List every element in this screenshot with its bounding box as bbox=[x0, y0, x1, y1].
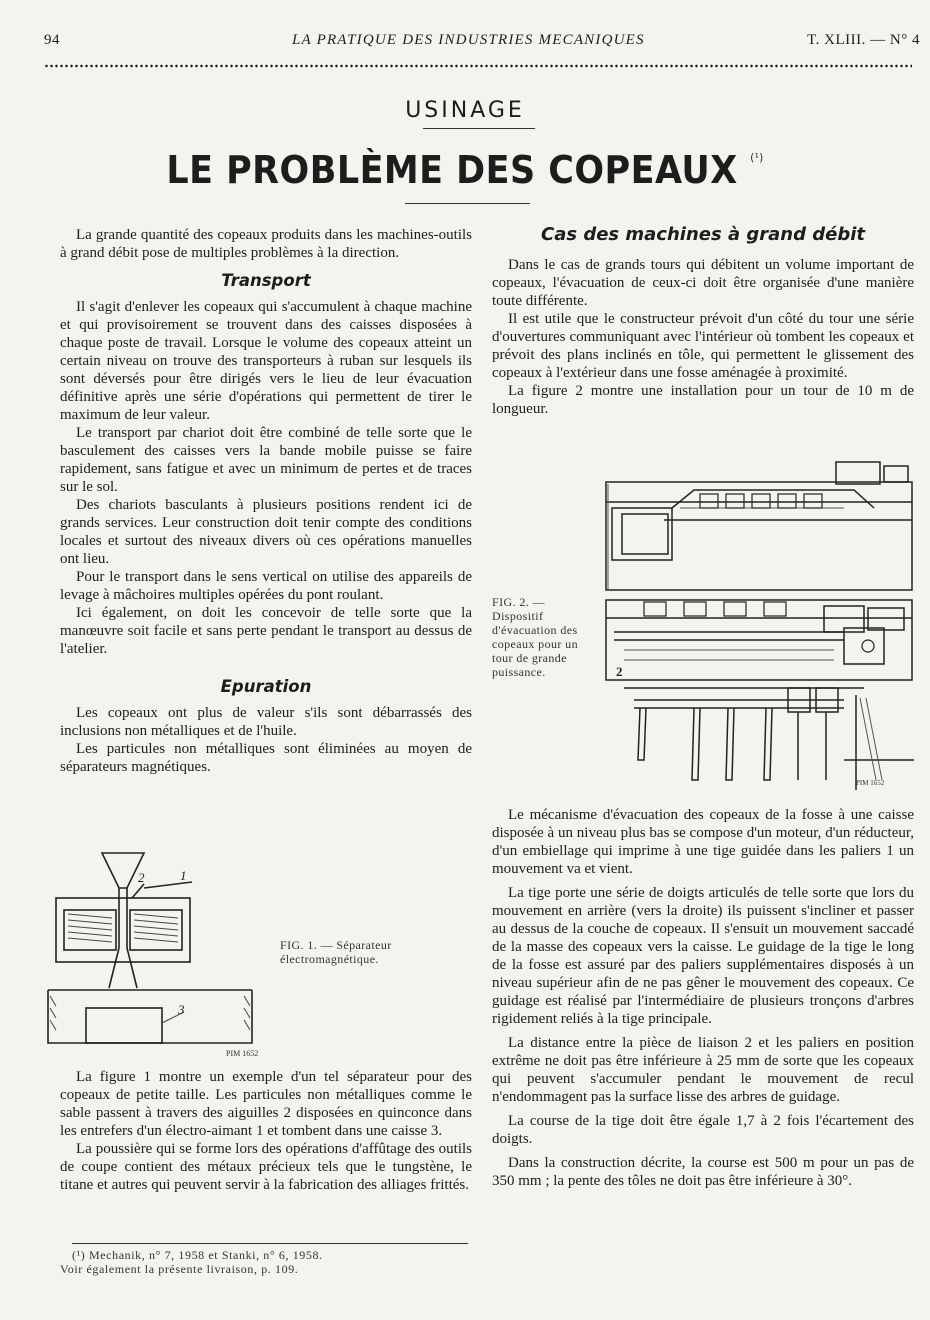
section-underline bbox=[423, 128, 535, 129]
right-column-bottom bbox=[492, 806, 914, 1190]
figure-1-caption: FIG. 1. — Séparateur électromagnétique. bbox=[280, 938, 392, 966]
fig2-label: 2 bbox=[616, 664, 623, 679]
intro-paragraph: La grande quantité des copeaux produits dans les machines-outils à grand débit pose de multiples problèmes à la direction. bbox=[60, 227, 472, 261]
left-column-bottom bbox=[60, 1068, 472, 1194]
page-number: 94 bbox=[44, 32, 60, 48]
epuration-heading: Epuration bbox=[220, 677, 312, 696]
fig1-label: 2 bbox=[138, 870, 145, 885]
epuration-paragraph: Les particules non métalliques sont éliminées au moyen de séparateurs magnétiques. bbox=[60, 741, 472, 775]
transport-paragraph: Pour le transport dans le sens vertical on utilise des appareils de levage à mâchoires multiples opérées du pont roulant. bbox=[60, 569, 472, 603]
footnote-line: (¹) Mechanik, n° 7, 1958 et Stanki, n° 6, 1958. bbox=[72, 1248, 323, 1262]
article-title bbox=[37, 148, 893, 192]
right-paragraph: Il est utile que le constructeur prévoit d'un côté du tour une série d'ouvertures communiquant avec l'intérieur où tombent les copeaux et prévoit des plans inclinés en tôle, qui permettent le glissement des copeaux à l'extérieur dans une fosse aménagée à proximité. bbox=[492, 311, 914, 381]
section-label: USINAGE bbox=[405, 98, 525, 123]
transport-paragraph: Des chariots basculants à plusieurs positions rendent ici de grands services. Leur construction doit tenir compte des conditions locales et surtout des niveaux divers où ces opérations manuelles ont lieu. bbox=[60, 497, 472, 567]
issue-number: T. XLIII. — N° 4 bbox=[807, 32, 920, 48]
figure-2-chip-evacuation-device bbox=[604, 460, 916, 800]
right-heading: Cas des machines à grand débit bbox=[540, 224, 865, 245]
fig1-label: 1 bbox=[180, 868, 187, 883]
title-underline bbox=[405, 203, 530, 204]
figure-2-caption: FIG. 2. — Dispositif d'évacuation des copeaux pour un tour de grande puissance. bbox=[492, 595, 578, 679]
right-paragraph: Le mécanisme d'évacuation des copeaux de la fosse à une caisse disposée à un niveau plus bas se compose d'un moteur, d'un réducteur, d'un embiellage qui imprime à une tige guidée dans les paliers 1 un mouvement va et vient. bbox=[492, 807, 914, 877]
left-column-top bbox=[60, 226, 472, 776]
figure-1-electromagnetic-separator bbox=[44, 848, 279, 1058]
right-paragraph: Dans le cas de grands tours qui débitent un volume important de copeaux, l'évacuation de ceux-ci doit être organisée d'une manière toute différente. bbox=[492, 257, 914, 309]
fig1-label: 3 bbox=[178, 1002, 185, 1017]
dotted-rule bbox=[44, 64, 912, 68]
right-paragraph: La distance entre la pièce de liaison 2 et les paliers en position extrême ne doit pas être inférieure à 25 mm de sorte que les copeaux qui peuvent s'accumuler pendant le mouvement de recul n'endommagent pas la surface lisse des arbres de guidage. bbox=[492, 1035, 914, 1105]
fig1-paragraph: La figure 1 montre un exemple d'un tel séparateur pour des copeaux de petite taille. Les particules non métalliques comme le sable passent à travers des aiguilles 2 disposées en quinconce dans les entrefers d'un électro-aimant 1 et tombent dans une caisse 3. bbox=[60, 1069, 472, 1139]
footnote-line: Voir également la présente livraison, p. 109. bbox=[60, 1262, 299, 1276]
fig2-code: PIM 1652 bbox=[856, 779, 885, 787]
epuration-paragraph: Les copeaux ont plus de valeur s'ils sont débarrassés des inclusions non métalliques et de l'huile. bbox=[60, 705, 472, 739]
title-footnote-mark: (¹) bbox=[750, 151, 764, 164]
transport-heading: Transport bbox=[221, 271, 311, 290]
running-header bbox=[44, 32, 920, 54]
article-title-text: LE PROBLÈME DES COPEAUX bbox=[166, 148, 738, 192]
footnote-rule bbox=[72, 1243, 468, 1244]
right-column-top bbox=[492, 256, 914, 418]
right-paragraph: La tige porte une série de doigts articulés de telle sorte que lors du mouvement en arrière (vers la droite) ils puissent s'incliner et passer au dessus de la couche de copeaux. Il s'ensuit un mouvement saccadé de la masse des copeaux vers la caisse. Le guidage de la tige le long de la fosse est assuré par des paliers supplémentaires disposés à un niveau supérieur afin de ne pas gêner le mouvement des copeaux. Ce guidage est réalisé par l'intermédiaire de plusieurs tronçons d'arbres rigidement reliés à la tige principale. bbox=[492, 885, 914, 1027]
fig1-paragraph: La poussière qui se forme lors des opérations d'affûtage des outils de coupe contient des métaux précieux tels que le tungstène, le titane et autres qui peuvent servir à la fabrication des alliages frittés. bbox=[60, 1141, 472, 1193]
transport-paragraph: Le transport par chariot doit être combiné de telle sorte que le basculement des caisses vers la bande mobile puisse se faire rapidement, sans fatigue et avec un minimum de pertes et de traces sur le sol. bbox=[60, 425, 472, 495]
journal-title: LA PRATIQUE DES INDUSTRIES MECANIQUES bbox=[292, 32, 645, 48]
right-paragraph: Dans la construction décrite, la course est 500 m pour un pas de 350 mm ; la pente des tôles ne doit pas être inférieure à 30°. bbox=[492, 1155, 914, 1189]
right-paragraph: La figure 2 montre une installation pour un tour de 10 m de longueur. bbox=[492, 383, 914, 417]
transport-paragraph: Il s'agit d'enlever les copeaux qui s'accumulent à chaque machine et qui provisoirement se trouvent dans des caisses disposées à chaque poste de travail. Lorsque le volume des copeaux atteint un certain niveau on trouve des transporteurs à ruban sur lesquels ils sont déversés pour être dirigés vers le lieu de leur évacuation définitive après une série d'opérations qui permettent de tirer le maximum de leur valeur. bbox=[60, 299, 472, 423]
footnote bbox=[60, 1248, 472, 1276]
right-paragraph: La course de la tige doit être égale 1,7 à 2 fois l'écartement des doigts. bbox=[492, 1113, 914, 1147]
transport-paragraph: Ici également, on doit les concevoir de telle sorte que la manœuvre soit facile et sans perte pendant le transport au dessus de l'atelier. bbox=[60, 605, 472, 657]
fig1-code: PIM 1652 bbox=[226, 1049, 259, 1058]
